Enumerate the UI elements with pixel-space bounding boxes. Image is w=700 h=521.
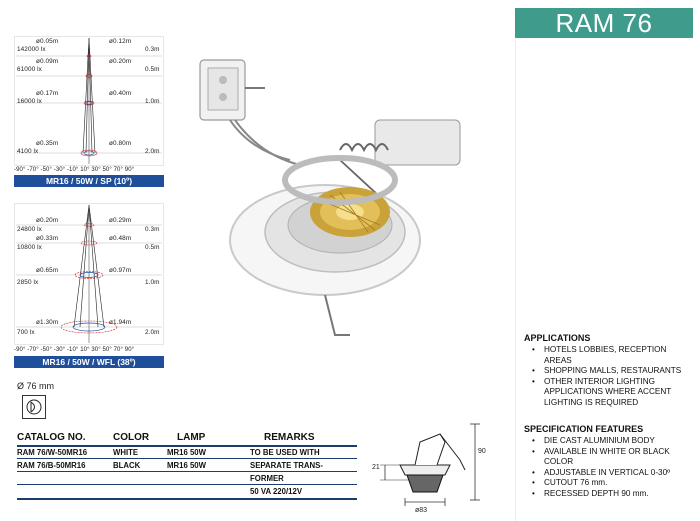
row-lux: 142000 lx xyxy=(17,46,46,53)
table-bottom-rule xyxy=(17,498,357,500)
row-left-diam: ø0.20m xyxy=(36,217,59,224)
specification-item: • DIE CAST ALUMINIUM BODY xyxy=(524,436,692,447)
row-left-diam: ø0.65m xyxy=(36,267,59,274)
beam-label-sp: MR16 / 50W / SP (10º) xyxy=(14,175,164,187)
row-lux: 16000 lx xyxy=(17,98,42,105)
row-distance: 0.3m xyxy=(145,226,160,233)
applications-item: • OTHER INTERIOR LIGHTING APPLICATIONS WHERE ACCENT LIGHTING IS REQUIRED xyxy=(524,377,692,409)
row-left-diam: ø0.05m xyxy=(36,38,59,45)
applications-heading: APPLICATIONS xyxy=(524,333,591,343)
beam-diagram-sp xyxy=(14,36,164,186)
row-left-diam: ø0.35m xyxy=(36,140,59,147)
row-left-diam: ø0.09m xyxy=(36,58,59,65)
row-distance: 0.5m xyxy=(145,66,160,73)
cutout-symbol-icon xyxy=(22,395,46,419)
row-lux: 4100 lx xyxy=(17,148,39,155)
row-right-diam: ø0.20m xyxy=(109,58,132,65)
dimension-drawing xyxy=(365,420,500,515)
specification-item: • ADJUSTABLE IN VERTICAL 0-30º xyxy=(524,468,692,479)
row-right-diam: ø1.94m xyxy=(109,319,132,326)
row-lux: 24800 lx xyxy=(17,226,42,233)
row-distance: 2.0m xyxy=(145,329,160,336)
row-rule xyxy=(17,458,357,459)
cell-remarks: FORMER xyxy=(250,474,284,483)
cell-lamp: MR16 50W xyxy=(167,448,206,457)
row-distance: 2.0m xyxy=(145,148,160,155)
beam-diagram-wfl xyxy=(14,203,164,371)
header-color: COLOR xyxy=(113,432,150,443)
angle-axis: -90° -70° -50° -30° -10° 10° 30° 50° 70° 90° xyxy=(14,347,135,353)
specification-heading: SPECIFICATION FEATURES xyxy=(524,424,644,434)
row-distance: 0.5m xyxy=(145,244,160,251)
cutout-label: Ø 76 mm xyxy=(17,381,55,391)
applications-item: • HOTELS LOBBIES, RECEPTION AREAS xyxy=(524,345,692,366)
cell-catalog: RAM 76/W-50MR16 xyxy=(17,448,88,457)
specification-item: • RECESSED DEPTH 90 mm. xyxy=(524,489,692,500)
row-lux: 2850 lx xyxy=(17,279,39,286)
cell-color: WHITE xyxy=(113,448,139,457)
row-lux: 700 lx xyxy=(17,329,35,336)
dim-recess: 21 xyxy=(372,464,380,471)
dim-height: 90 xyxy=(478,448,486,455)
product-title: RAM 76 xyxy=(515,8,693,38)
row-right-diam: ø0.97m xyxy=(109,267,132,274)
dim-diameter: ø83 xyxy=(415,507,428,514)
row-distance: 0.3m xyxy=(145,46,160,53)
downlight-product-image xyxy=(190,40,490,350)
row-right-diam: ø0.48m xyxy=(109,235,132,242)
cell-lamp: MR16 50W xyxy=(167,461,206,470)
row-distance: 1.0m xyxy=(145,98,160,105)
applications-section xyxy=(524,333,692,409)
row-right-diam: ø0.29m xyxy=(109,217,132,224)
cell-color: BLACK xyxy=(113,461,141,470)
cell-remarks: 50 VA 220/12V xyxy=(250,487,303,496)
header-remarks: REMARKS xyxy=(264,432,315,443)
cell-remarks: TO BE USED WITH xyxy=(250,448,320,457)
applications-item: • SHOPPING MALLS, RESTAURANTS xyxy=(524,366,692,377)
cell-remarks: SEPARATE TRANS- xyxy=(250,461,323,470)
specification-item: • CUTOUT 76 mm. xyxy=(524,478,692,489)
row-right-diam: ø0.40m xyxy=(109,90,132,97)
row-left-diam: ø0.33m xyxy=(36,235,59,242)
beam-label-wfl: MR16 / 50W / WFL (38º) xyxy=(14,356,164,368)
cell-catalog: RAM 76/B-50MR16 xyxy=(17,461,86,470)
specification-item: • AVAILABLE IN WHITE OR BLACK COLOR xyxy=(524,447,692,468)
row-lux: 61000 lx xyxy=(17,66,42,73)
row-rule xyxy=(17,484,357,485)
header-catalog: CATALOG NO. xyxy=(17,432,86,443)
terminal-block xyxy=(200,60,265,120)
row-left-diam: ø0.17m xyxy=(36,90,59,97)
row-rule xyxy=(17,471,357,472)
row-right-diam: ø0.80m xyxy=(109,140,132,147)
angle-axis: -90° -70° -50° -30° -10° 10° 30° 50° 70° 90° xyxy=(14,167,135,173)
catalog-table xyxy=(17,432,357,507)
row-distance: 1.0m xyxy=(145,279,160,286)
header-lamp: LAMP xyxy=(177,432,206,443)
row-left-diam: ø1.30m xyxy=(36,319,59,326)
row-lux: 10800 lx xyxy=(17,244,42,251)
specification-section xyxy=(524,424,692,500)
row-right-diam: ø0.12m xyxy=(109,38,132,45)
table-header-rule xyxy=(17,445,357,447)
